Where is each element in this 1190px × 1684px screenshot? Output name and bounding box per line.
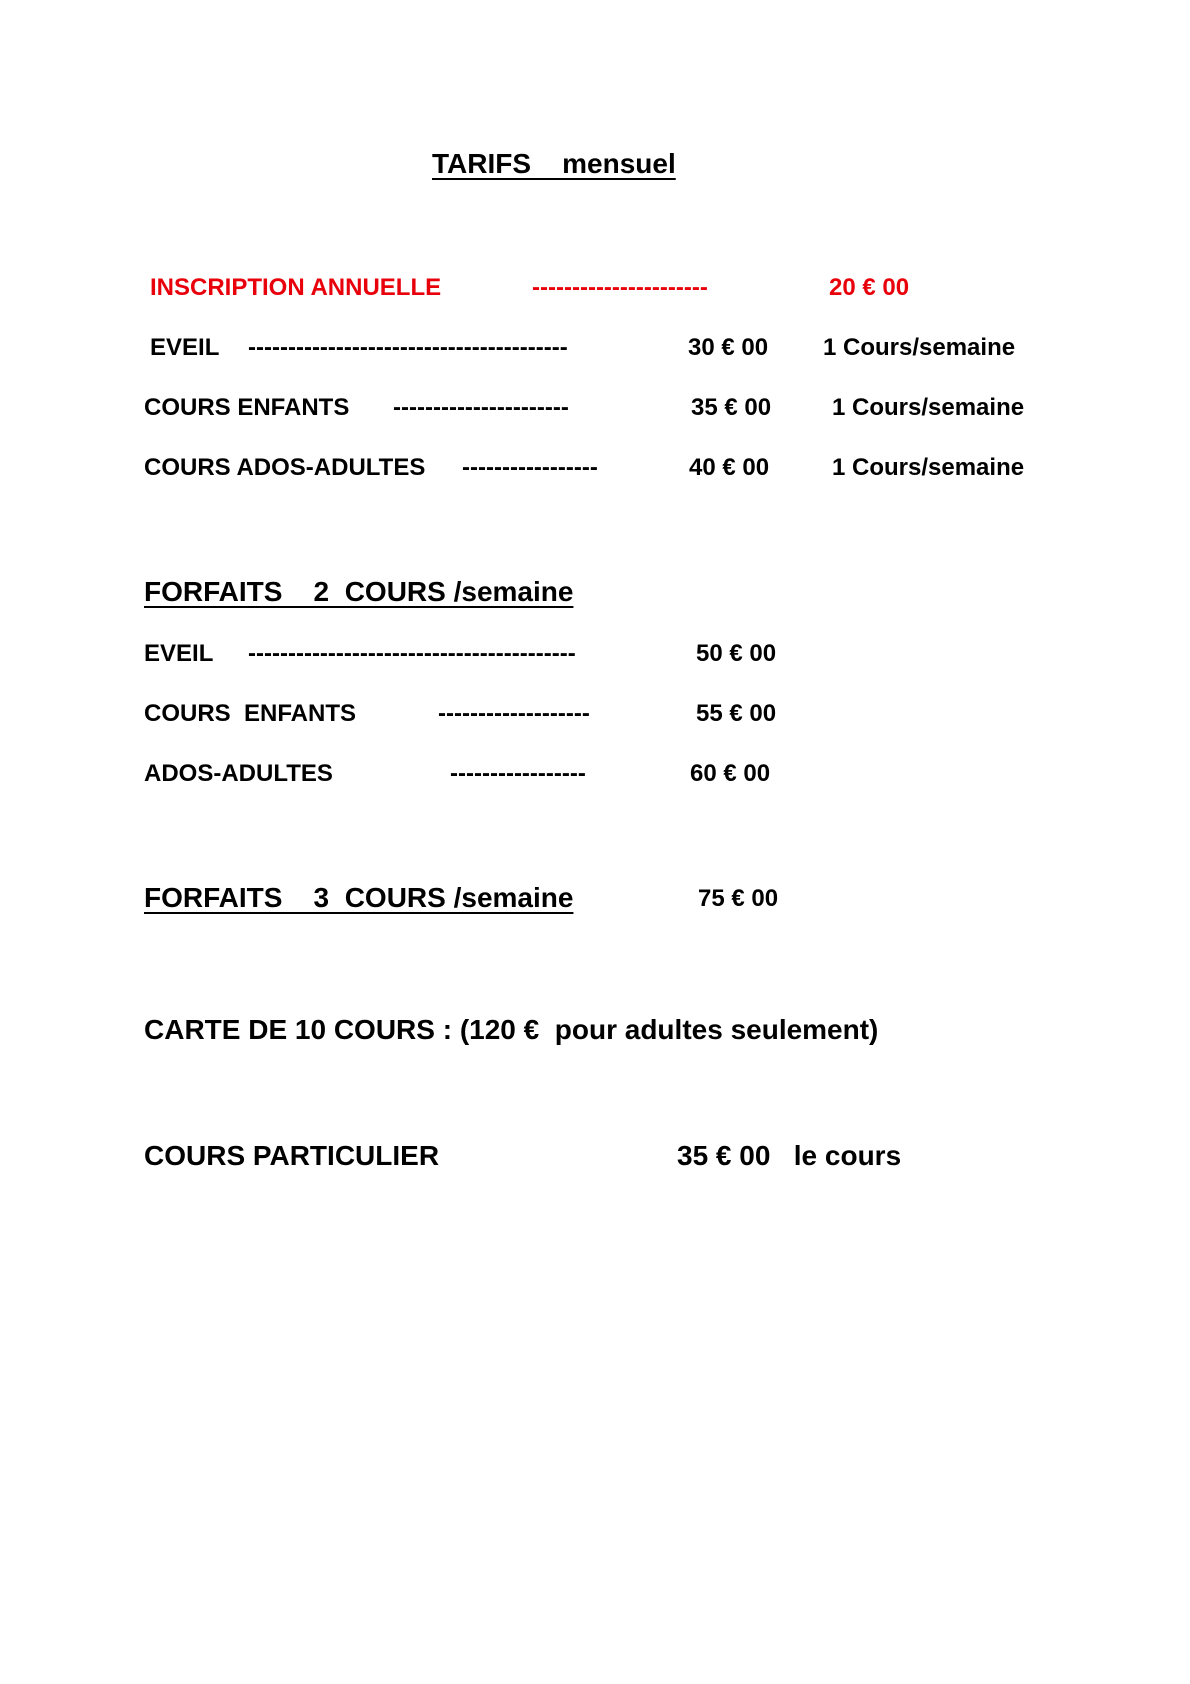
row-dashes: ----------------- — [450, 760, 586, 787]
row-label: COURS ADOS-ADULTES — [144, 454, 426, 481]
inscription-price: 20 € 00 — [829, 274, 910, 301]
row-dashes: ---------------------- — [393, 394, 569, 421]
row-note: 1 Cours/semaine — [823, 334, 1016, 361]
row-price: 50 € 00 — [696, 640, 777, 667]
row-label: COURS ENFANTS — [144, 394, 350, 421]
row-price: 55 € 00 — [696, 700, 777, 727]
row-dashes: ---------------------------------------- — [248, 334, 568, 361]
row-price: 60 € 00 — [690, 760, 771, 787]
row-dashes: ----------------------------------------- — [248, 640, 576, 667]
row-note: 1 Cours/semaine — [832, 454, 1025, 481]
row-label: EVEIL — [150, 334, 220, 361]
forfait3-price: 75 € 00 — [698, 885, 779, 912]
cours-particulier-label: COURS PARTICULIER — [144, 1140, 440, 1171]
forfait3-heading: FORFAITS 3 COURS /semaine — [144, 882, 574, 913]
row-dashes: ----------------- — [462, 454, 598, 481]
carte-10-cours: CARTE DE 10 COURS : (120 € pour adultes seulement) — [144, 1014, 879, 1045]
row-dashes: ------------------- — [438, 700, 590, 727]
row-label: ADOS-ADULTES — [144, 760, 333, 787]
row-note: 1 Cours/semaine — [832, 394, 1025, 421]
inscription-dashes: ---------------------- — [532, 274, 708, 301]
row-price: 40 € 00 — [689, 454, 770, 481]
row-price: 30 € 00 — [688, 334, 769, 361]
forfait2-heading: FORFAITS 2 COURS /semaine — [144, 576, 574, 607]
inscription-label: INSCRIPTION ANNUELLE — [150, 274, 442, 301]
cours-particulier-price: 35 € 00 le cours — [677, 1140, 902, 1171]
row-label: COURS ENFANTS — [144, 700, 357, 727]
page-title: TARIFS mensuel — [432, 148, 676, 179]
row-price: 35 € 00 — [691, 394, 772, 421]
row-label: EVEIL — [144, 640, 214, 667]
